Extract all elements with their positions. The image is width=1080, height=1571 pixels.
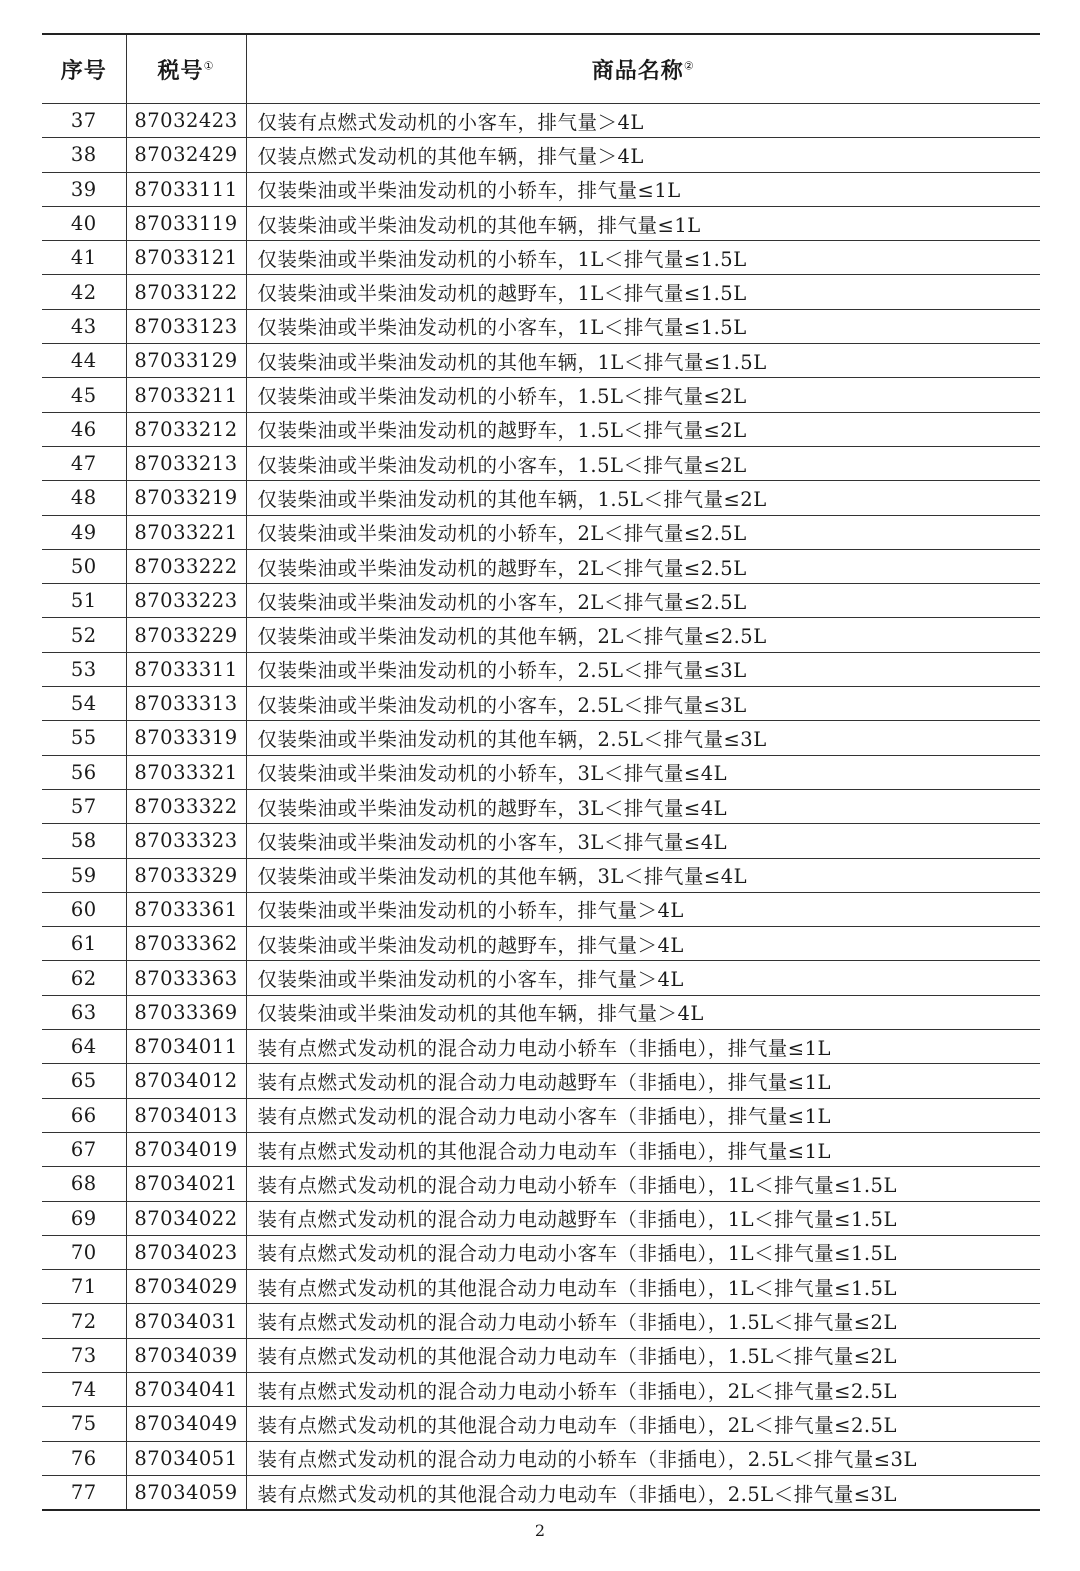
product-name-cell: 仅装柴油或半柴油发动机的小轿车，2L＜排气量≤2.5L (246, 515, 1040, 549)
tax-code-cell: 87033212 (126, 412, 246, 446)
table-row (42, 481, 1040, 515)
header-tax-code-label: 税号 (157, 57, 204, 84)
product-name-cell: 仅装柴油或半柴油发动机的其他车辆，2L＜排气量≤2.5L (246, 618, 1040, 652)
header-seq (42, 34, 126, 104)
seq-cell: 40 (42, 206, 126, 240)
seq-cell: 55 (42, 721, 126, 755)
seq-cell: 61 (42, 927, 126, 961)
tax-code-cell: 87033361 (126, 892, 246, 926)
tax-code-cell: 87033323 (126, 824, 246, 858)
product-name-cell: 装有点燃式发动机的混合动力电动越野车（非插电），排气量≤1L (246, 1064, 1040, 1098)
table-row (42, 1201, 1040, 1235)
seq-cell: 67 (42, 1132, 126, 1166)
table-header (42, 34, 1040, 104)
tax-code-cell: 87034051 (126, 1441, 246, 1475)
seq-cell: 74 (42, 1372, 126, 1406)
seq-cell: 44 (42, 344, 126, 378)
seq-cell: 76 (42, 1441, 126, 1475)
tax-code-cell: 87033313 (126, 687, 246, 721)
table-row (42, 927, 1040, 961)
product-name-cell: 仅装柴油或半柴油发动机的小轿车，排气量≤1L (246, 172, 1040, 206)
table-row (42, 344, 1040, 378)
tax-code-cell: 87033123 (126, 309, 246, 343)
tax-code-cell: 87034013 (126, 1098, 246, 1132)
seq-cell: 70 (42, 1235, 126, 1269)
product-name-cell: 仅装柴油或半柴油发动机的小客车，2.5L＜排气量≤3L (246, 687, 1040, 721)
product-name-cell: 仅装柴油或半柴油发动机的小轿车，排气量＞4L (246, 892, 1040, 926)
tax-code-cell: 87033329 (126, 858, 246, 892)
tax-code-cell: 87034019 (126, 1132, 246, 1166)
product-name-cell: 仅装柴油或半柴油发动机的小轿车，2.5L＜排气量≤3L (246, 652, 1040, 686)
table-row (42, 1441, 1040, 1475)
product-name-cell: 仅装柴油或半柴油发动机的其他车辆，排气量＞4L (246, 995, 1040, 1029)
product-name-cell: 仅装柴油或半柴油发动机的其他车辆，1.5L＜排气量≤2L (246, 481, 1040, 515)
product-name-cell: 装有点燃式发动机的混合动力电动小轿车（非插电），2L＜排气量≤2.5L (246, 1372, 1040, 1406)
seq-cell: 48 (42, 481, 126, 515)
tax-code-cell: 87034012 (126, 1064, 246, 1098)
tax-code-cell: 87033362 (126, 927, 246, 961)
footnote-marker-1: ① (203, 59, 215, 73)
seq-cell: 50 (42, 549, 126, 583)
seq-cell: 56 (42, 755, 126, 789)
table-row (42, 1304, 1040, 1338)
table-row (42, 1475, 1040, 1510)
table-row (42, 584, 1040, 618)
product-name-cell: 装有点燃式发动机的其他混合动力电动车（非插电），排气量≤1L (246, 1132, 1040, 1166)
product-name-cell: 仅装柴油或半柴油发动机的其他车辆，2.5L＜排气量≤3L (246, 721, 1040, 755)
page-number: 2 (534, 1521, 546, 1540)
seq-cell: 69 (42, 1201, 126, 1235)
table-row (42, 549, 1040, 583)
product-name-cell: 装有点燃式发动机的混合动力电动小轿车（非插电），1.5L＜排气量≤2L (246, 1304, 1040, 1338)
table-row (42, 687, 1040, 721)
tax-code-cell: 87033122 (126, 275, 246, 309)
tax-code-cell: 87033222 (126, 549, 246, 583)
seq-cell: 39 (42, 172, 126, 206)
table-row (42, 241, 1040, 275)
tax-code-cell: 87033363 (126, 961, 246, 995)
seq-cell: 53 (42, 652, 126, 686)
product-name-cell: 装有点燃式发动机的混合动力电动小轿车（非插电），1L＜排气量≤1.5L (246, 1167, 1040, 1201)
tax-code-cell: 87032429 (126, 138, 246, 172)
footnote-marker-2: ② (683, 59, 695, 73)
product-name-cell: 仅装柴油或半柴油发动机的小轿车，1L＜排气量≤1.5L (246, 241, 1040, 275)
header-product-name (246, 34, 1040, 104)
tax-code-cell: 87033219 (126, 481, 246, 515)
table-row (42, 858, 1040, 892)
tax-code-cell: 87033111 (126, 172, 246, 206)
tax-code-cell: 87032423 (126, 104, 246, 138)
seq-cell: 73 (42, 1338, 126, 1372)
table-row (42, 1098, 1040, 1132)
seq-cell: 58 (42, 824, 126, 858)
seq-cell: 62 (42, 961, 126, 995)
product-name-cell: 仅装柴油或半柴油发动机的小客车，1L＜排气量≤1.5L (246, 309, 1040, 343)
tax-code-cell: 87034049 (126, 1407, 246, 1441)
product-name-cell: 仅装柴油或半柴油发动机的越野车，2L＜排气量≤2.5L (246, 549, 1040, 583)
tax-code-cell: 87033369 (126, 995, 246, 1029)
table-row (42, 1132, 1040, 1166)
seq-cell: 63 (42, 995, 126, 1029)
tax-code-cell: 87033322 (126, 789, 246, 823)
table-row (42, 309, 1040, 343)
seq-cell: 64 (42, 1030, 126, 1064)
product-name-cell: 仅装柴油或半柴油发动机的其他车辆，排气量≤1L (246, 206, 1040, 240)
seq-cell: 49 (42, 515, 126, 549)
tax-code-cell: 87033211 (126, 378, 246, 412)
tax-code-cell: 87033213 (126, 446, 246, 480)
table-row (42, 995, 1040, 1029)
table-row (42, 892, 1040, 926)
header-row (42, 34, 1040, 104)
table-row (42, 412, 1040, 446)
tax-code-cell: 87033119 (126, 206, 246, 240)
table-row (42, 1407, 1040, 1441)
product-name-cell: 仅装柴油或半柴油发动机的小轿车，3L＜排气量≤4L (246, 755, 1040, 789)
table-row (42, 1338, 1040, 1372)
product-name-cell: 装有点燃式发动机的其他混合动力电动车（非插电），2L＜排气量≤2.5L (246, 1407, 1040, 1441)
seq-cell: 72 (42, 1304, 126, 1338)
tax-code-cell: 87034041 (126, 1372, 246, 1406)
seq-cell: 57 (42, 789, 126, 823)
product-name-cell: 仅装柴油或半柴油发动机的小客车，1.5L＜排气量≤2L (246, 446, 1040, 480)
table-row (42, 755, 1040, 789)
tax-code-cell: 87033319 (126, 721, 246, 755)
product-name-cell: 仅装柴油或半柴油发动机的越野车，1.5L＜排气量≤2L (246, 412, 1040, 446)
table-row (42, 1030, 1040, 1064)
tax-code-cell: 87034021 (126, 1167, 246, 1201)
seq-cell: 43 (42, 309, 126, 343)
table-row (42, 104, 1040, 138)
seq-cell: 45 (42, 378, 126, 412)
header-product-name-label: 商品名称 (591, 57, 684, 84)
seq-cell: 77 (42, 1475, 126, 1510)
tax-code-cell: 87034023 (126, 1235, 246, 1269)
seq-cell: 42 (42, 275, 126, 309)
product-name-cell: 装有点燃式发动机的其他混合动力电动车（非插电），1.5L＜排气量≤2L (246, 1338, 1040, 1372)
table-row (42, 789, 1040, 823)
seq-cell: 37 (42, 104, 126, 138)
table-row (42, 515, 1040, 549)
tax-code-cell: 87034011 (126, 1030, 246, 1064)
table-row (42, 1270, 1040, 1304)
tax-code-cell: 87033129 (126, 344, 246, 378)
tax-code-cell: 87034022 (126, 1201, 246, 1235)
product-name-cell: 仅装点燃式发动机的其他车辆，排气量＞4L (246, 138, 1040, 172)
tax-code-cell: 87033121 (126, 241, 246, 275)
table-row (42, 275, 1040, 309)
seq-cell: 41 (42, 241, 126, 275)
product-name-cell: 装有点燃式发动机的混合动力电动越野车（非插电），1L＜排气量≤1.5L (246, 1201, 1040, 1235)
seq-cell: 47 (42, 446, 126, 480)
seq-cell: 66 (42, 1098, 126, 1132)
table-row (42, 652, 1040, 686)
product-name-cell: 仅装柴油或半柴油发动机的小客车，排气量＞4L (246, 961, 1040, 995)
table-row (42, 1064, 1040, 1098)
seq-cell: 52 (42, 618, 126, 652)
tax-code-cell: 87034029 (126, 1270, 246, 1304)
product-name-cell: 装有点燃式发动机的混合动力电动小客车（非插电），排气量≤1L (246, 1098, 1040, 1132)
seq-cell: 51 (42, 584, 126, 618)
product-name-cell: 装有点燃式发动机的其他混合动力电动车（非插电），1L＜排气量≤1.5L (246, 1270, 1040, 1304)
table-row (42, 618, 1040, 652)
product-name-cell: 装有点燃式发动机的混合动力电动小客车（非插电），1L＜排气量≤1.5L (246, 1235, 1040, 1269)
table-body (42, 104, 1040, 1511)
product-name-cell: 装有点燃式发动机的其他混合动力电动车（非插电），2.5L＜排气量≤3L (246, 1475, 1040, 1510)
table-row (42, 138, 1040, 172)
product-name-cell: 仅装柴油或半柴油发动机的小客车，3L＜排气量≤4L (246, 824, 1040, 858)
table-row (42, 1372, 1040, 1406)
product-name-cell: 仅装柴油或半柴油发动机的其他车辆，3L＜排气量≤4L (246, 858, 1040, 892)
product-name-cell: 仅装有点燃式发动机的小客车，排气量＞4L (246, 104, 1040, 138)
product-name-cell: 仅装柴油或半柴油发动机的其他车辆，1L＜排气量≤1.5L (246, 344, 1040, 378)
seq-cell: 59 (42, 858, 126, 892)
table-row (42, 378, 1040, 412)
product-name-cell: 装有点燃式发动机的混合动力电动的小轿车（非插电），2.5L＜排气量≤3L (246, 1441, 1040, 1475)
seq-cell: 38 (42, 138, 126, 172)
header-tax-code (126, 34, 246, 104)
table-row (42, 206, 1040, 240)
product-name-cell: 仅装柴油或半柴油发动机的越野车，3L＜排气量≤4L (246, 789, 1040, 823)
header-seq-label: 序号 (60, 57, 107, 84)
tax-code-cell: 87034031 (126, 1304, 246, 1338)
table-row (42, 446, 1040, 480)
table-row (42, 1235, 1040, 1269)
seq-cell: 75 (42, 1407, 126, 1441)
product-name-cell: 仅装柴油或半柴油发动机的小轿车，1.5L＜排气量≤2L (246, 378, 1040, 412)
tax-code-cell: 87033221 (126, 515, 246, 549)
seq-cell: 68 (42, 1167, 126, 1201)
product-name-cell: 仅装柴油或半柴油发动机的小客车，2L＜排气量≤2.5L (246, 584, 1040, 618)
tariff-table (42, 33, 1040, 1511)
table-row (42, 721, 1040, 755)
seq-cell: 71 (42, 1270, 126, 1304)
table-row (42, 1167, 1040, 1201)
product-name-cell: 仅装柴油或半柴油发动机的越野车，排气量＞4L (246, 927, 1040, 961)
tax-code-cell: 87033223 (126, 584, 246, 618)
tax-code-cell: 87034059 (126, 1475, 246, 1510)
table-row (42, 961, 1040, 995)
seq-cell: 46 (42, 412, 126, 446)
tax-code-cell: 87033311 (126, 652, 246, 686)
product-name-cell: 装有点燃式发动机的混合动力电动小轿车（非插电），排气量≤1L (246, 1030, 1040, 1064)
seq-cell: 54 (42, 687, 126, 721)
tax-code-cell: 87033321 (126, 755, 246, 789)
tax-code-cell: 87034039 (126, 1338, 246, 1372)
table-row (42, 824, 1040, 858)
tax-code-cell: 87033229 (126, 618, 246, 652)
seq-cell: 65 (42, 1064, 126, 1098)
seq-cell: 60 (42, 892, 126, 926)
table-row (42, 172, 1040, 206)
product-name-cell: 仅装柴油或半柴油发动机的越野车，1L＜排气量≤1.5L (246, 275, 1040, 309)
